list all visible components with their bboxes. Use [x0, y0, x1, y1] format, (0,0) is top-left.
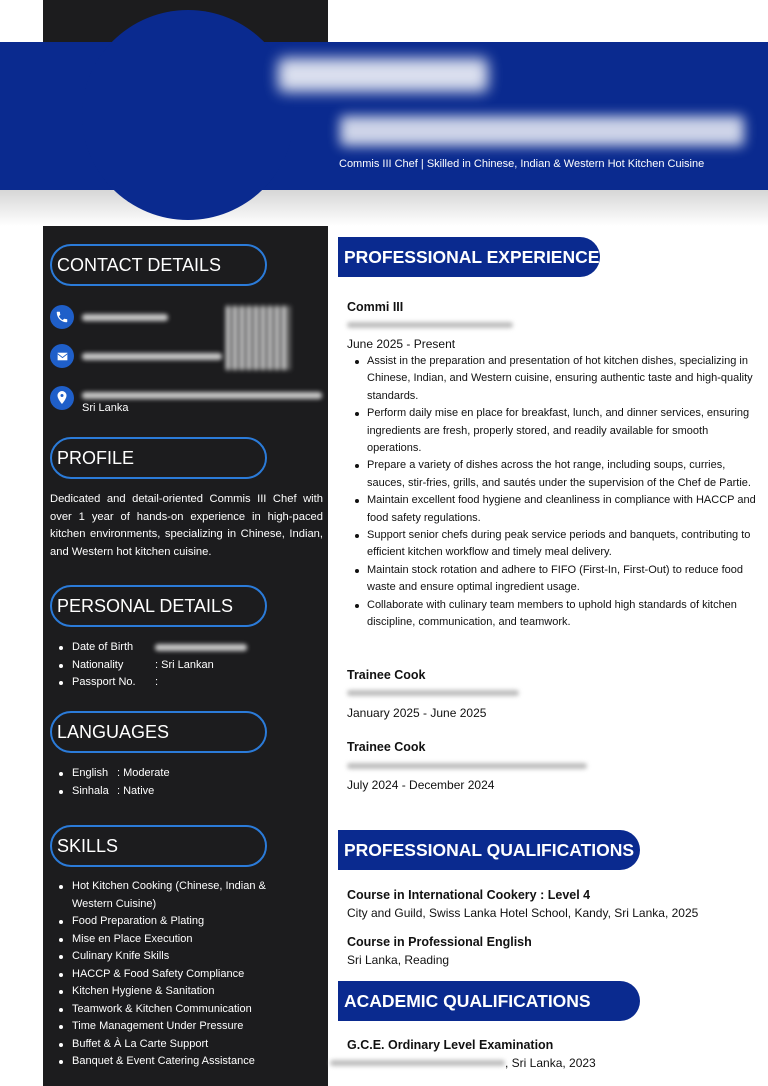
job-title: Trainee Cook — [347, 740, 426, 754]
job-title: Commi III — [347, 300, 404, 314]
job-duty: Prepare a variety of dishes across the hot range, including soups, curries, sauces, stir-fries, grills, and sautés under the supervision of the Chef de Partie. — [352, 457, 762, 492]
qualification-title: Course in Professional English — [347, 935, 532, 949]
job-dates: July 2024 - December 2024 — [347, 778, 495, 792]
qr-code — [226, 306, 290, 370]
skill-item: HACCP & Food Safety Compliance — [56, 966, 316, 984]
qualification-detail: Sri Lanka, Reading — [347, 953, 450, 967]
phone-icon — [50, 305, 74, 329]
skill-item: Culinary Knife Skills — [56, 948, 316, 966]
personal-details-heading: PERSONAL DETAILS — [50, 585, 267, 627]
qualification-title: Course in International Cookery : Level 4 — [347, 888, 591, 902]
job-dates: January 2025 - June 2025 — [347, 706, 487, 720]
professional-experience-heading: PROFESSIONAL EXPERIENCE — [338, 237, 600, 277]
professional-qualifications-heading: PROFESSIONAL QUALIFICATIONS — [338, 830, 640, 870]
contact-location: Sri Lanka — [82, 402, 129, 414]
skill-item: Teamwork & Kitchen Communication — [56, 1001, 316, 1019]
redacted-school — [330, 1060, 505, 1066]
job-dates: June 2025 - Present — [347, 337, 456, 351]
job-duty: Support senior chefs during peak service periods and banquets, contributing to efficient kitchen workflow and timely meal delivery. — [352, 527, 762, 562]
redacted-phone — [82, 314, 168, 321]
job-duty: Maintain excellent food hygiene and cleanliness in compliance with HACCP and food safety regulations. — [352, 492, 762, 527]
personal-dob: Date of Birth — [56, 639, 247, 657]
qualification-detail: , Sri Lanka, 2023 — [505, 1056, 596, 1070]
skill-item: Banquet & Event Catering Assistance — [56, 1053, 316, 1071]
email-icon — [50, 344, 74, 368]
job-title: Trainee Cook — [347, 668, 426, 682]
skill-item: Hot Kitchen Cooking (Chinese, Indian & — [56, 878, 316, 896]
personal-passport: Passport No. : — [56, 674, 247, 692]
profile-text: Dedicated and detail-oriented Commis III Chef with over 1 year of hands-on experience in high-paced kitchen environments, specializing in Chinese, Indian, and Western hot kitchen cuisine. — [50, 493, 323, 558]
redacted-address — [82, 392, 322, 399]
job-duty: Perform daily mise en place for breakfast, lunch, and dinner services, ensuring ingredients are fresh, properly stored, and readily available for smooth operations. — [352, 405, 762, 457]
job-duty: Assist in the preparation and presentation of hot kitchen dishes, specializing in Chinese, Indian, and Western cuisine, ensuring authentic taste and high-quality standards. — [352, 353, 762, 405]
redacted-dob — [155, 644, 247, 651]
avatar — [82, 10, 294, 220]
skills-heading: SKILLS — [50, 825, 267, 867]
qualification-title: G.C.E. Ordinary Level Examination — [347, 1038, 554, 1052]
location-pin-icon — [50, 386, 74, 410]
redacted-email — [82, 353, 222, 360]
academic-qualifications-heading: ACADEMIC QUALIFICATIONS — [338, 981, 640, 1021]
languages-heading: LANGUAGES — [50, 711, 267, 753]
skill-item: Buffet & À La Carte Support — [56, 1036, 316, 1054]
redacted-last-name — [340, 116, 744, 146]
personal-nationality: Nationality : Sri Lankan — [56, 657, 247, 675]
profile-heading: PROFILE — [50, 437, 267, 479]
qualification-detail: City and Guild, Swiss Lanka Hotel School, Kandy, Sri Lanka, 2025 — [347, 906, 699, 920]
redacted-employer — [347, 322, 513, 328]
personal-details-list — [56, 639, 247, 692]
redacted-first-name — [278, 58, 488, 92]
header-shadow — [0, 190, 768, 226]
redacted-employer — [347, 690, 519, 696]
language-item: English : Moderate — [56, 765, 170, 783]
skill-item: Kitchen Hygiene & Sanitation — [56, 983, 316, 1001]
skill-item-continuation: Western Cuisine) — [72, 897, 157, 910]
skill-item: Mise en Place Execution — [56, 931, 316, 949]
job-duty: Collaborate with culinary team members to uphold high standards of kitchen discipline, communication, and teamwork. — [352, 597, 762, 632]
redacted-employer — [347, 763, 587, 769]
job-duty: Maintain stock rotation and adhere to FIFO (First-In, First-Out) to reduce food waste and ensure optimal ingredient usage. — [352, 562, 762, 597]
contact-email-row — [50, 344, 222, 368]
skill-item: Time Management Under Pressure — [56, 1018, 316, 1036]
headline: Commis III Chef | Skilled in Chinese, Indian & Western Hot Kitchen Cuisine — [339, 158, 705, 170]
skill-item: Food Preparation & Plating — [56, 913, 316, 931]
languages-list — [56, 765, 170, 800]
contact-phone-row — [50, 305, 168, 329]
skills-list — [56, 878, 316, 1071]
language-item: Sinhala : Native — [56, 783, 170, 801]
job-duties-list — [352, 353, 762, 632]
contact-details-heading: CONTACT DETAILS — [50, 244, 267, 286]
